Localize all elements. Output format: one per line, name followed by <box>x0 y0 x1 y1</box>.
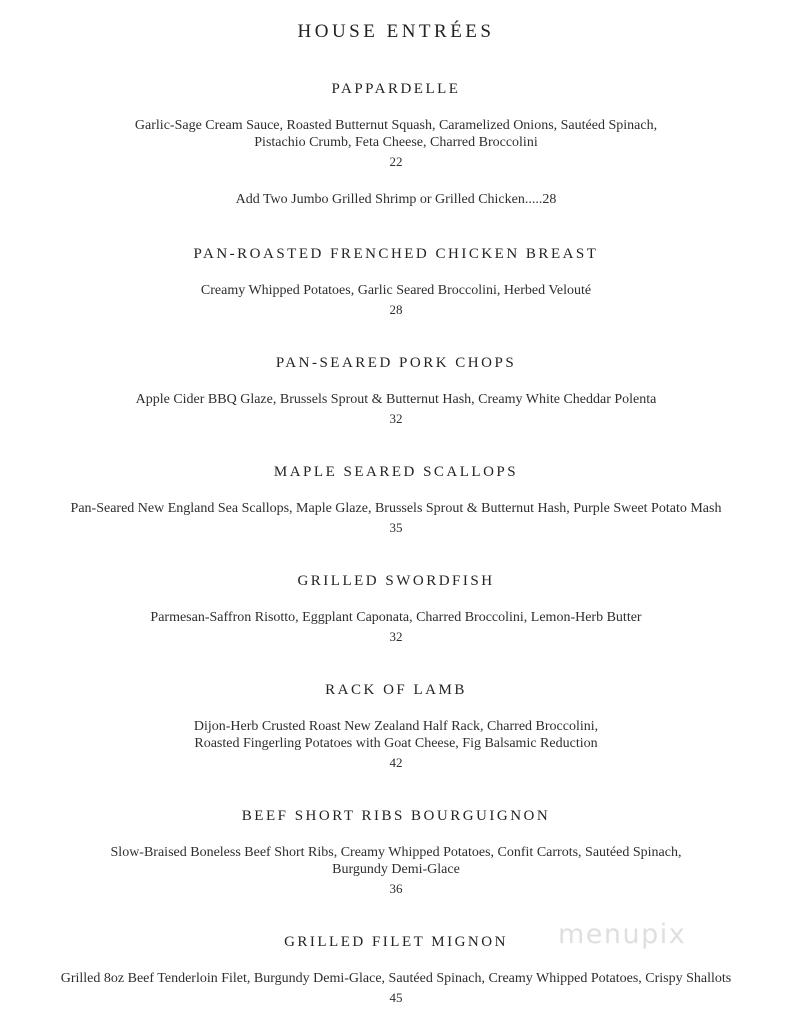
item-description-line: Roasted Fingerling Potatoes with Goat Cheese, Fig Balsamic Reduction <box>194 736 598 751</box>
item-name: PAN-ROASTED FRENCHED CHICKEN BREAST <box>193 246 599 262</box>
item-price: 22 <box>389 154 403 169</box>
item-price: 35 <box>389 520 403 535</box>
item-name: RACK OF LAMB <box>325 682 467 698</box>
item-description <box>0 282 792 299</box>
item-description-line: Garlic-Sage Cream Sauce, Roasted Butternut Squash, Caramelized Onions, Sautéed Spinach, <box>134 118 658 133</box>
item-description-line: Pan-Seared New England Sea Scallops, Maple Glaze, Brussels Sprout & Butternut Hash, Purple Sweet Potato Mash <box>70 501 722 516</box>
item-price: 32 <box>389 411 403 426</box>
item-price: 42 <box>389 755 403 770</box>
item-name: GRILLED FILET MIGNON <box>284 934 508 950</box>
item-description <box>0 500 792 517</box>
item-description <box>0 117 792 151</box>
item-name: PAPPARDELLE <box>331 81 461 97</box>
item-price: 45 <box>389 990 403 1005</box>
item-description-line: Grilled 8oz Beef Tenderloin Filet, Burgundy Demi-Glace, Sautéed Spinach, Creamy Whipped Potatoes, Crispy Shallots <box>60 971 732 986</box>
menu-item <box>0 808 792 896</box>
menupix-watermark: menupix <box>558 919 687 950</box>
menu-item <box>0 464 792 535</box>
item-name: BEEF SHORT RIBS BOURGUIGNON <box>241 808 551 824</box>
menu-item <box>0 573 792 644</box>
item-name: GRILLED SWORDFISH <box>297 573 495 589</box>
menu-items <box>0 81 792 1005</box>
item-price: 32 <box>389 629 403 644</box>
menu-item <box>0 246 792 317</box>
item-description <box>0 844 792 878</box>
item-description-line: Burgundy Demi-Glace <box>332 862 460 877</box>
item-description <box>0 609 792 626</box>
item-description-line: Apple Cider BBQ Glaze, Brussels Sprout & Butternut Hash, Creamy White Cheddar Polenta <box>135 392 657 407</box>
item-description-line: Slow-Braised Boneless Beef Short Ribs, Creamy Whipped Potatoes, Confit Carrots, Sautéed Spinach, <box>110 845 682 860</box>
item-description-line: Parmesan-Saffron Risotto, Eggplant Caponata, Charred Broccolini, Lemon-Herb Butter <box>150 610 642 625</box>
item-description <box>0 391 792 408</box>
menu-item <box>0 682 792 770</box>
item-description <box>0 970 792 987</box>
menu-item <box>0 81 792 208</box>
menu-item <box>0 355 792 426</box>
item-name: MAPLE SEARED SCALLOPS <box>273 464 519 480</box>
item-price: 28 <box>389 302 403 317</box>
item-description <box>0 718 792 752</box>
item-price: 36 <box>389 881 403 896</box>
page-title: HOUSE ENTRÉES <box>297 21 495 42</box>
item-description-line: Dijon-Herb Crusted Roast New Zealand Half Rack, Charred Broccolini, <box>193 719 599 734</box>
item-description-line: Creamy Whipped Potatoes, Garlic Seared Broccolini, Herbed Velouté <box>200 283 592 298</box>
item-addon: Add Two Jumbo Grilled Shrimp or Grilled Chicken.....28 <box>235 192 557 207</box>
item-description-line: Pistachio Crumb, Feta Cheese, Charred Broccolini <box>254 135 538 150</box>
item-name: PAN-SEARED PORK CHOPS <box>275 355 517 371</box>
